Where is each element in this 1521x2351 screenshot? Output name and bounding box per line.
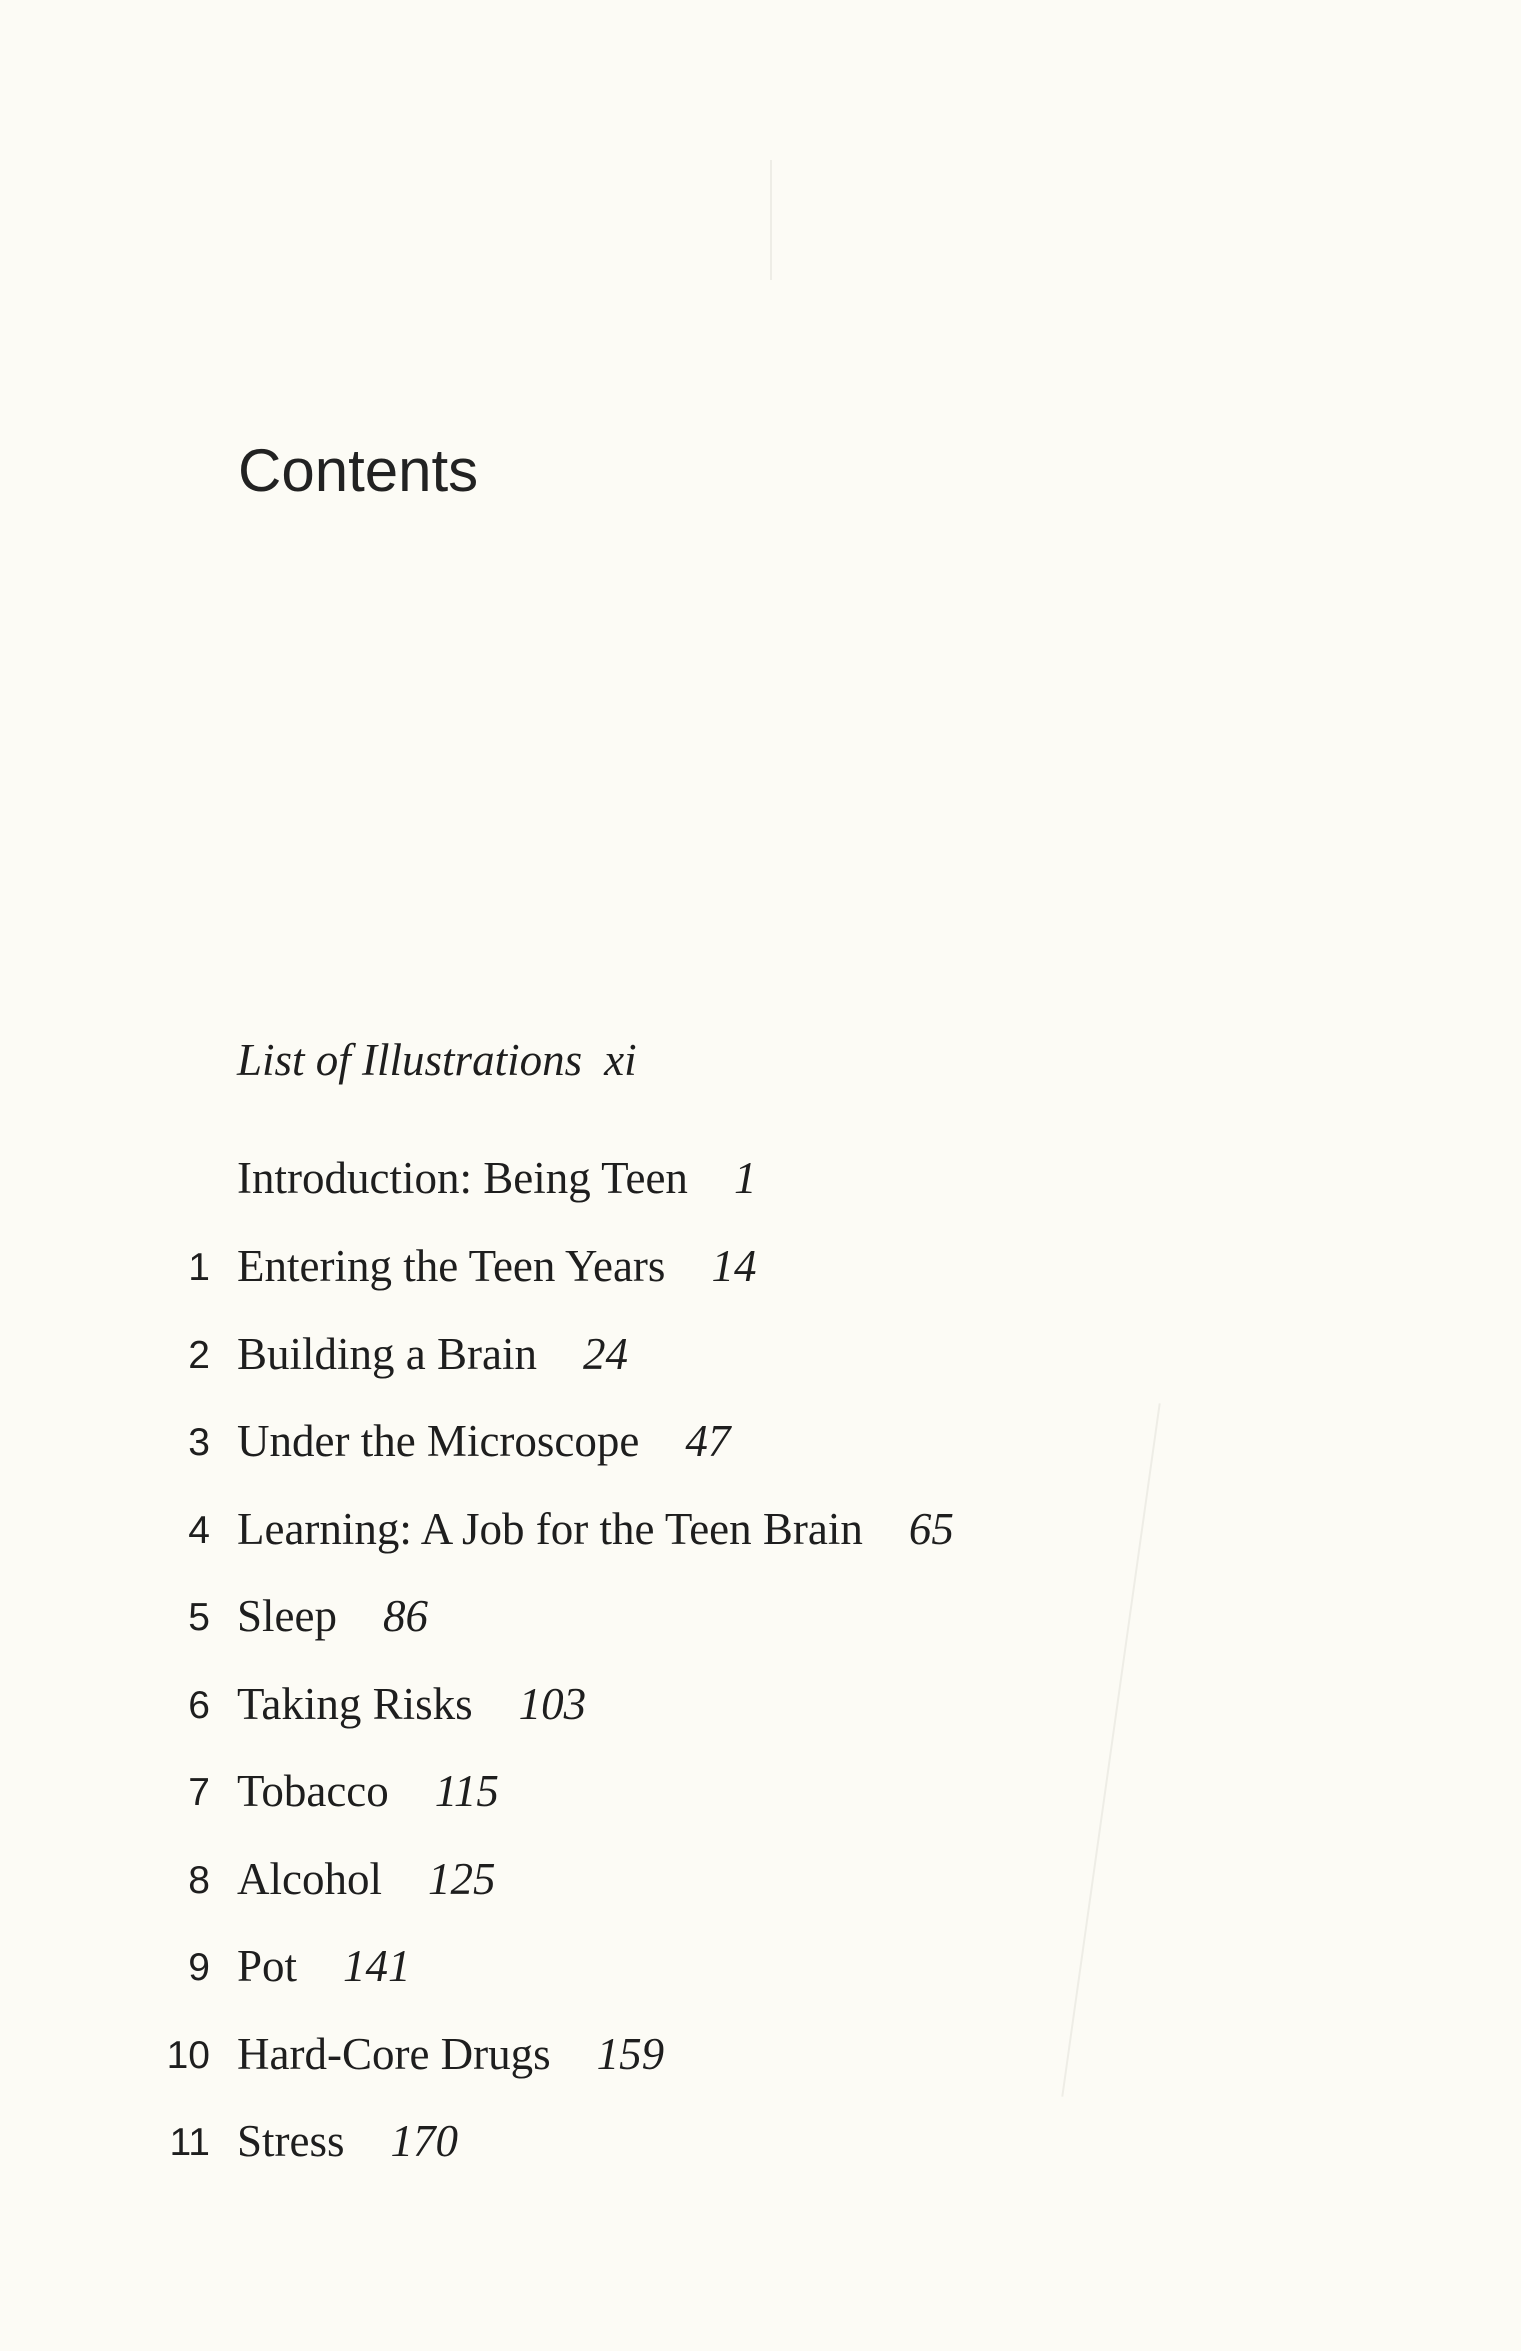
chapter-page: 141 — [343, 1941, 411, 1991]
chapter-title: Stress — [237, 2116, 345, 2166]
chapter-title: Building a Brain — [237, 1328, 537, 1379]
chapter-page: 159 — [596, 2028, 665, 2079]
entry-page: xi — [604, 1035, 637, 1085]
chapter-title: Under the Microscope — [237, 1416, 640, 1466]
chapter-page: 14 — [711, 1241, 757, 1291]
chapter-number: 5 — [188, 1596, 210, 1639]
chapter-page: 103 — [518, 1678, 587, 1729]
chapter-title: Hard-Core Drugs — [237, 2028, 551, 2079]
chapter-number: 7 — [188, 1771, 210, 1814]
chapter-number: 9 — [188, 1946, 210, 1989]
show-through-line — [770, 160, 772, 280]
chapter-number: 11 — [169, 2121, 210, 2164]
chapter-title: Pot — [237, 1941, 298, 1991]
chapter-title: Taking Risks — [237, 1678, 473, 1729]
chapter-title: Entering the Teen Years — [237, 1241, 666, 1291]
chapter-number: 1 — [188, 1246, 210, 1289]
entry-title: Introduction: Being Teen — [237, 1153, 688, 1203]
chapter-page: 65 — [908, 1503, 954, 1554]
chapter-page: 170 — [390, 2116, 459, 2166]
chapter-title: Tobacco — [237, 1766, 389, 1816]
chapter-page: 47 — [685, 1416, 731, 1466]
chapter-number: 2 — [188, 1333, 210, 1377]
chapter-number: 6 — [188, 1683, 210, 1727]
chapter-page: 125 — [427, 1853, 496, 1904]
page-title: Contents — [238, 437, 479, 504]
chapter-page: 86 — [382, 1591, 428, 1641]
chapter-title: Sleep — [237, 1591, 337, 1641]
chapter-number: 10 — [166, 2033, 210, 2077]
show-through-line — [1061, 1403, 1160, 2096]
chapter-page: 24 — [582, 1328, 628, 1379]
chapter-page: 115 — [434, 1766, 499, 1816]
chapter-title: Alcohol — [237, 1853, 382, 1904]
chapter-number: 3 — [188, 1421, 210, 1464]
chapter-number: 8 — [188, 1858, 210, 1902]
chapter-number: 4 — [188, 1508, 210, 1552]
entry-page: 1 — [733, 1153, 757, 1203]
chapter-title: Learning: A Job for the Teen Brain — [237, 1503, 863, 1554]
entry-title: List of Illustrations — [237, 1035, 583, 1085]
